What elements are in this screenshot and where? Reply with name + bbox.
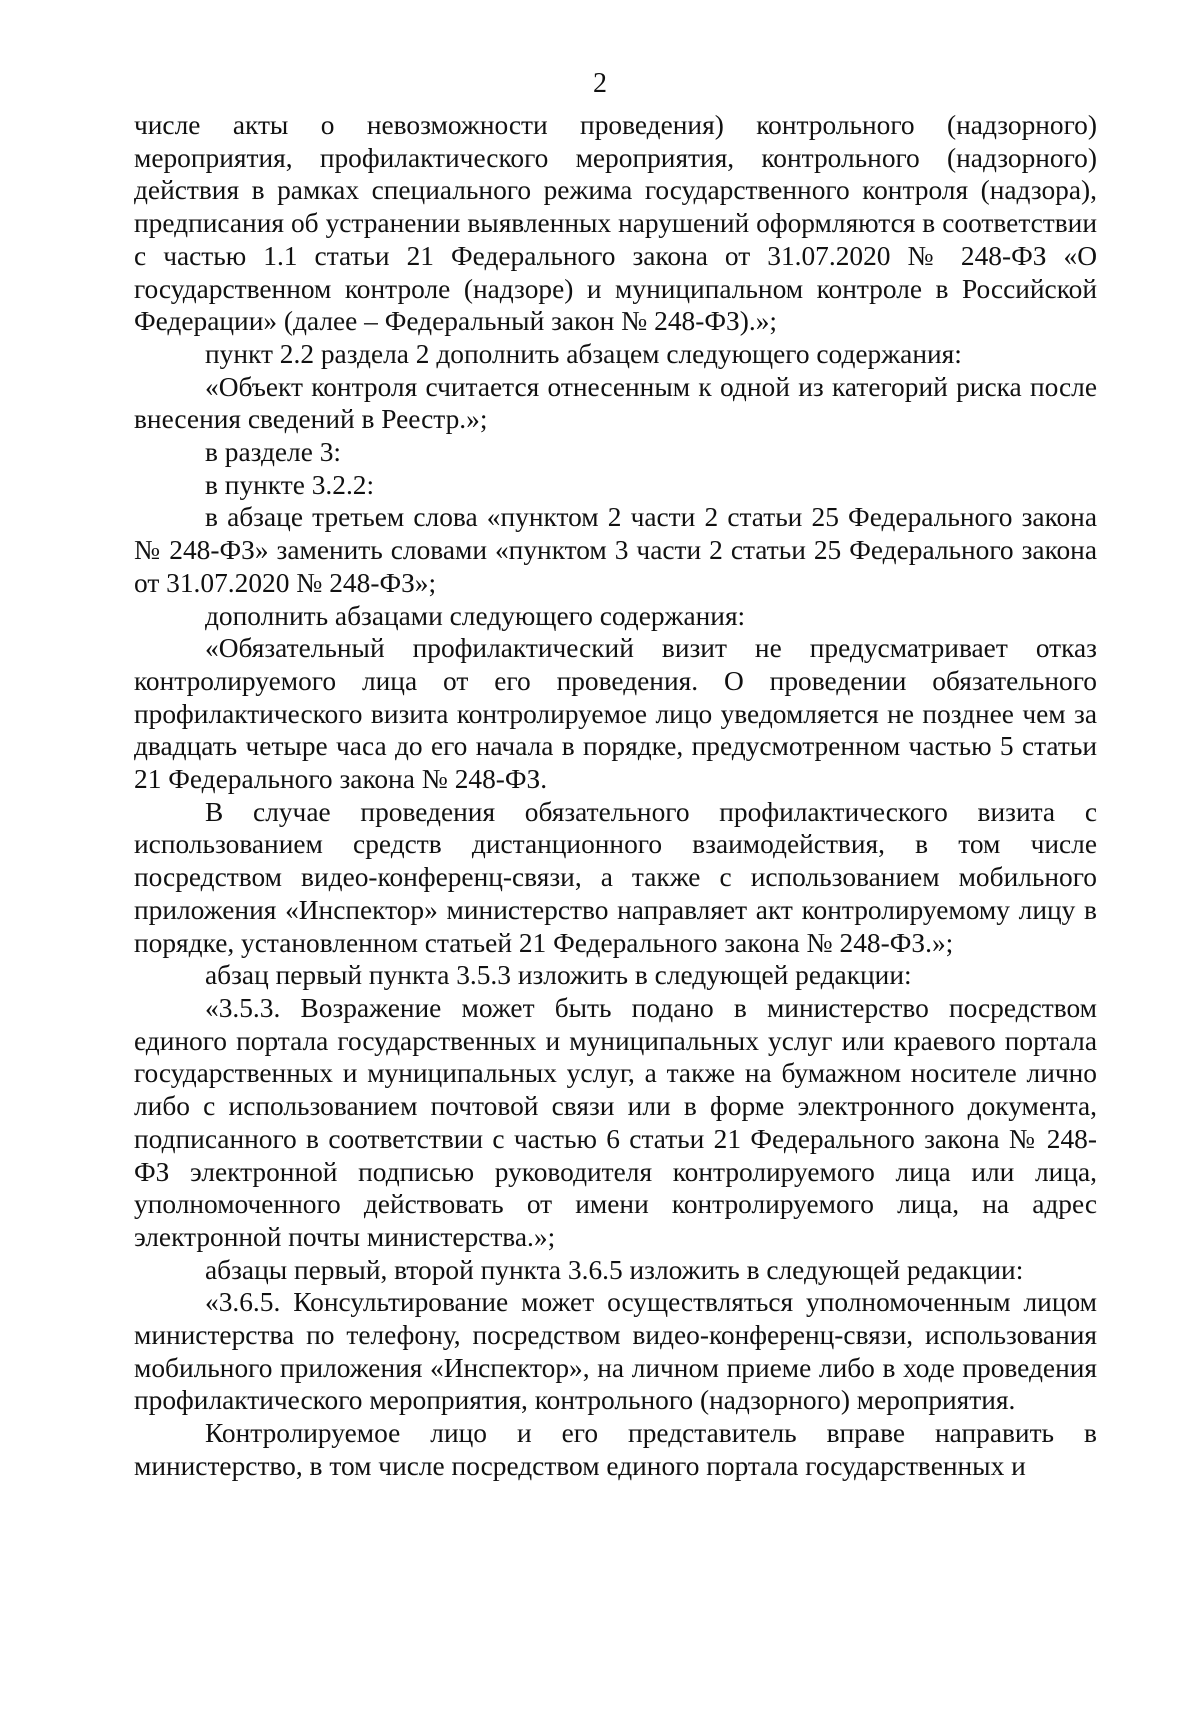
paragraph: «Объект контроля считается отнесенным к одной из категорий риска после внесения сведений в Реестр.»;: [134, 371, 1097, 435]
paragraph: Контролируемое лицо и его представитель вправе направить в министерство, в том числе посредством единого портала государственных и: [134, 1418, 1097, 1481]
paragraph: «3.6.5. Консультирование может осуществляться уполномоченным лицом министерства по телефону, посредством видео-конференц-связи, использования мобильного приложения «Инспектор», на личном приеме либо в ходе проведения профилактического мероприятия, контрольного (надзорного) мероприятия.: [134, 1287, 1097, 1416]
paragraph: абзацы первый, второй пункта 3.6.5 изложить в следующей редакции:: [205, 1254, 1024, 1285]
paragraph: в разделе 3:: [205, 437, 342, 468]
paragraph: числе акты о невозможности проведения) контрольного (надзорного) мероприятия, профилактического мероприятия, контрольного (надзорного) действия в рамках специального режима государственного контроля (надзора), предписания об устранении выявленных нарушений оформляются в соответствии с частью 1.1 статьи 21 Федерального закона от 31.07.2020 № 248-ФЗ «О государственном контроле (надзоре) и муниципальном контроле в Российской Федерации» (далее – Федеральный закон № 248-ФЗ).»;: [134, 110, 1097, 337]
paragraph: в пункте 3.2.2:: [205, 469, 375, 500]
paragraph: дополнить абзацами следующего содержания:: [205, 600, 746, 631]
paragraph: в абзаце третьем слова «пунктом 2 части 2 статьи 25 Федерального закона № 248-ФЗ» заменить словами «пунктом 3 части 2 статьи 25 Федерального закона от 31.07.2020 № 248-ФЗ»;: [134, 502, 1097, 598]
paragraph: «Обязательный профилактический визит не предусматривает отказ контролируемого лица от его проведения. О проведении обязательного профилактического визита контролируемое лицо уведомляется не позднее чем за двадцать четыре часа до его начала в порядке, предусмотренном частью 5 статьи 21 Федерального закона № 248-ФЗ.: [134, 633, 1097, 795]
paragraph: пункт 2.2 раздела 2 дополнить абзацем следующего содержания:: [205, 338, 962, 369]
page-number: 2: [593, 68, 607, 99]
paragraph: В случае проведения обязательного профилактического визита с использованием средств дистанционного взаимодействия, в том числе посредством видео-конференц-связи, а также с использованием мобильного приложения «Инспектор» министерство направляет акт контролируемому лицу в порядке, установленном статьей 21 Федерального закона № 248-ФЗ.»;: [134, 796, 1097, 958]
paragraph: «3.5.3. Возражение может быть подано в министерство посредством единого портала государственных и муниципальных услуг или краевого портала государственных и муниципальных услуг, а также на бумажном носителе лично либо с использованием почтовой связи или в форме электронного документа, подписанного в соответствии с частью 6 статьи 21 Федерального закона № 248-ФЗ электронной подписью руководителя контролируемого лица или лица, уполномоченного действовать от имени контролируемого лица, на адрес электронной почты министерства.»;: [134, 992, 1097, 1252]
paragraph: абзац первый пункта 3.5.3 изложить в следующей редакции:: [205, 960, 912, 991]
document-body: [134, 109, 1097, 1483]
